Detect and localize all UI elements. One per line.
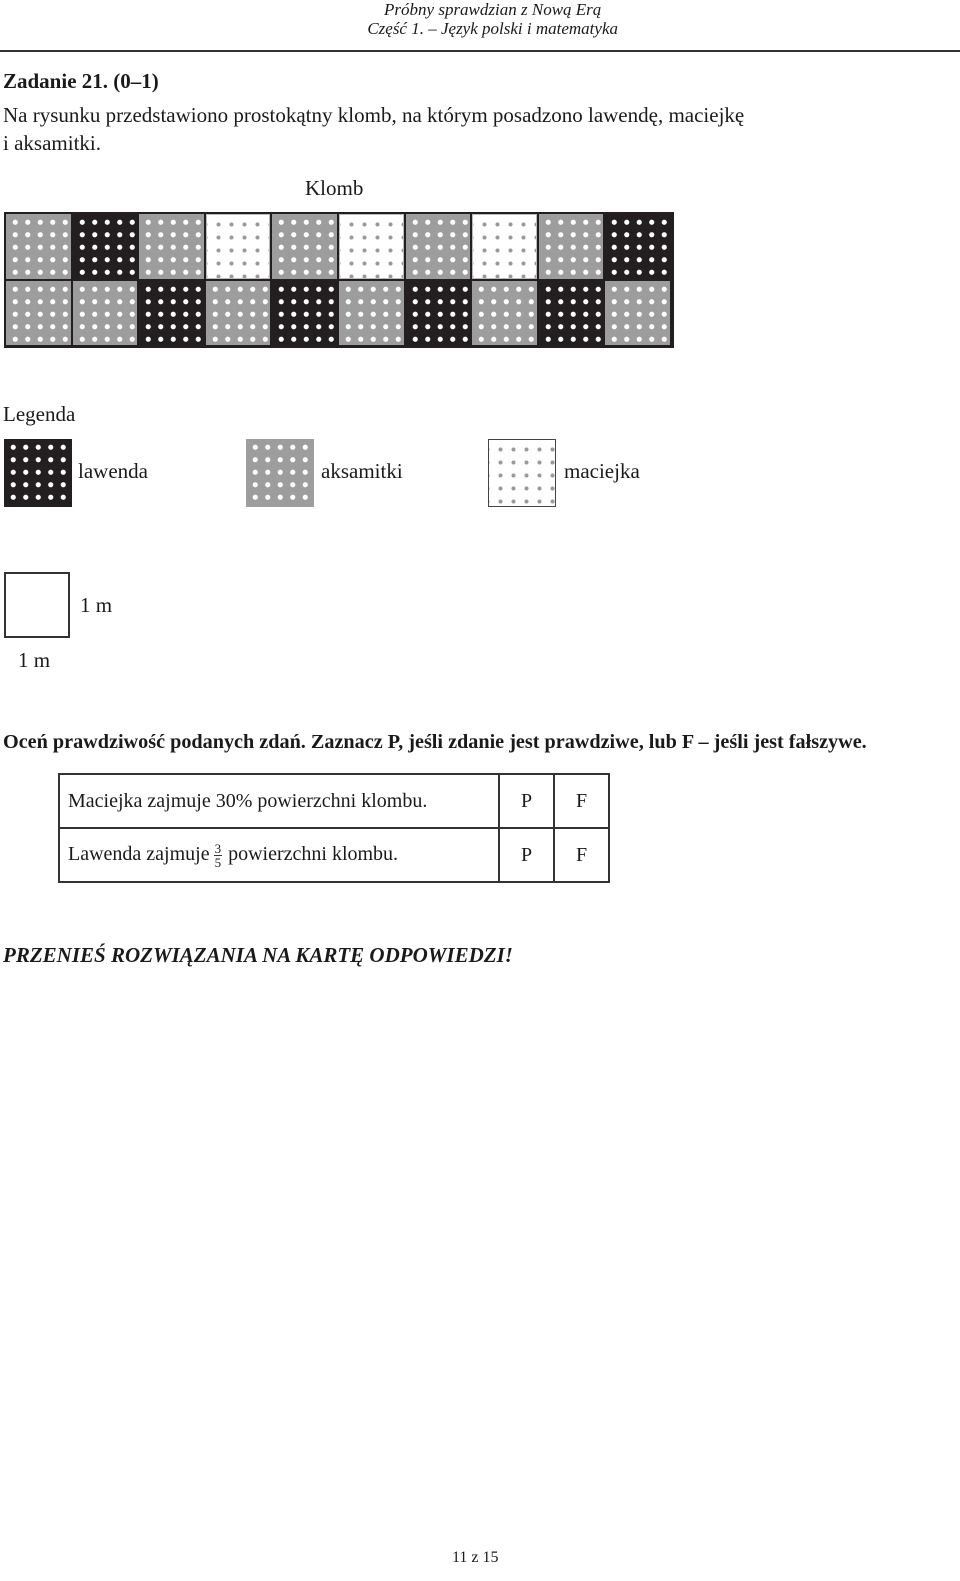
- transfer-note: PRZENIEŚ ROZWIĄZANIA NA KARTĘ ODPOWIEDZI!: [3, 943, 513, 967]
- flowerbed-tile-maciejka: [206, 214, 271, 279]
- flowerbed-tile-aksamitki: [6, 214, 71, 279]
- flowerbed-tile-maciejka: [472, 214, 537, 279]
- flowerbed-tile-lawenda: [73, 214, 138, 279]
- statement-2-before: Lawenda zajmuje: [68, 842, 210, 865]
- option-p-2[interactable]: P: [499, 828, 554, 882]
- header-line-1: Próbny sprawdzian z Nową Erą: [384, 0, 602, 19]
- flowerbed-label: Klomb: [305, 176, 364, 200]
- flowerbed-tile-aksamitki: [73, 281, 138, 346]
- flowerbed-tile-aksamitki: [406, 214, 471, 279]
- page-number: 11 z 15: [452, 1549, 499, 1566]
- flowerbed-tile-aksamitki: [339, 281, 404, 346]
- legend-label-aksamitki: aksamitki: [321, 459, 403, 483]
- flowerbed-tile-lawenda: [605, 214, 670, 279]
- legend-swatch-lawenda: [4, 439, 72, 507]
- flowerbed-tile-aksamitki: [605, 281, 670, 346]
- task-title: Zadanie 21. (0–1): [3, 69, 159, 93]
- header-line-2: Część 1. – Język polski i matematyka: [367, 19, 618, 38]
- statement-2-after: powierzchni klombu.: [228, 842, 399, 865]
- page-header: [367, 0, 618, 38]
- unit-square: [4, 572, 70, 638]
- flowerbed-tile-aksamitki: [206, 281, 271, 346]
- fraction-denominator: 5: [214, 854, 222, 870]
- flowerbed-tile-lawenda: [539, 281, 604, 346]
- fraction: [214, 842, 223, 869]
- legend-label-lawenda: lawenda: [78, 459, 148, 483]
- flowerbed-tile-aksamitki: [139, 214, 204, 279]
- task-text-line-1: Na rysunku przedstawiono prostokątny klomb, na którym posadzono lawendę, maciejkę: [3, 103, 745, 127]
- legend-title: Legenda: [3, 402, 76, 426]
- true-false-table: [58, 773, 610, 883]
- legend-swatch-maciejka: [488, 439, 556, 507]
- header-divider: [0, 50, 960, 52]
- option-f-2[interactable]: F: [554, 828, 609, 882]
- flowerbed-tile-maciejka: [339, 214, 404, 279]
- option-f-1[interactable]: F: [554, 774, 609, 828]
- legend-label-maciejka: maciejka: [564, 459, 640, 483]
- legend-swatch-aksamitki: [246, 439, 314, 507]
- instruction: Oceń prawdziwość podanych zdań. Zaznacz P, jeśli zdanie jest prawdziwe, lub F – jeśli jest fałszywe.: [3, 731, 867, 753]
- table-row: [59, 828, 609, 882]
- fraction-numerator: 3: [214, 840, 222, 856]
- unit-side-right: 1 m: [80, 593, 113, 617]
- unit-side-bottom: 1 m: [18, 648, 51, 672]
- option-p-1[interactable]: P: [499, 774, 554, 828]
- flowerbed-tile-aksamitki: [539, 214, 604, 279]
- statement-2: [59, 828, 499, 882]
- flowerbed-tile-lawenda: [406, 281, 471, 346]
- flowerbed-tile-lawenda: [272, 281, 337, 346]
- flowerbed-tile-aksamitki: [272, 214, 337, 279]
- task-text-line-2: i aksamitki.: [3, 131, 101, 155]
- statement-1: Maciejka zajmuje 30% powierzchni klombu.: [59, 774, 499, 828]
- table-row: [59, 774, 609, 828]
- flowerbed-tile-aksamitki: [472, 281, 537, 346]
- flowerbed-tile-aksamitki: [6, 281, 71, 346]
- flowerbed-grid: [4, 212, 674, 348]
- flowerbed-tile-lawenda: [139, 281, 204, 346]
